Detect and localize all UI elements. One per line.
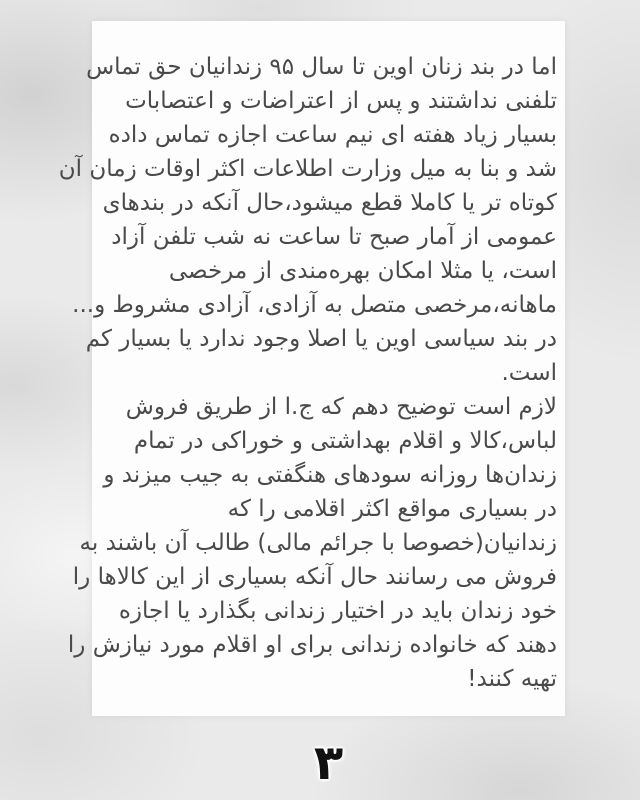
text-line: در بند سیاسی اوین یا اصلا وجود ندارد یا بسیار کم	[85, 326, 557, 352]
text-line: فروش می رسانند حال آنکه بسیاری از این کالاها را	[72, 564, 557, 590]
text-line: کوتاه تر یا کاملا قطع میشود،حال آنکه در بندهای	[102, 190, 557, 216]
page-number: ۳	[313, 735, 344, 791]
text-line: تلفنی نداشتند و پس از اعتراضات و اعتصابات	[125, 88, 557, 114]
text-line: بسیار زیاد هفته ای نیم ساعت اجازه تماس داده	[108, 122, 557, 148]
text-line: در بسیاری مواقع اکثر اقلامی را که	[227, 496, 557, 522]
document-text-block	[58, 21, 565, 696]
text-line: تهیه کنند!	[467, 666, 557, 692]
text-line: دهند که خانواده زندانی برای او اقلام مورد نیازش را	[67, 632, 557, 658]
text-line: لباس،کالا و اقلام بهداشتی و خوراکی در تمام	[133, 428, 557, 454]
text-line: اما در بند زنان اوین تا سال ۹۵ زندانیان حق تماس	[86, 54, 557, 80]
text-line: لازم است توضیح دهم که ج.ا از طریق فروش	[125, 394, 557, 420]
text-line: ماهانه،مرخصی متصل به آزادی، آزادی مشروط و...	[72, 292, 557, 318]
text-line: زندانیان(خصوصا با جرائم مالی) طالب آن باشند به	[79, 530, 557, 556]
text-line: خود زندان باید در اختیار زندانی بگذارد یا اجازه	[118, 598, 557, 624]
text-line: است.	[501, 360, 557, 386]
text-line: زندان‌ها روزانه سودهای هنگفتی به جیب میزند و	[103, 462, 557, 488]
text-line: شد و بنا به میل وزارت اطلاعات اکثر اوقات زمان آن	[58, 156, 557, 182]
document-page	[58, 21, 565, 716]
text-line: عمومی از آمار صبح تا ساعت نه شب تلفن آزاد	[111, 224, 557, 250]
text-line: است، یا مثلا امکان بهره‌مندی از مرخصی	[168, 258, 557, 284]
